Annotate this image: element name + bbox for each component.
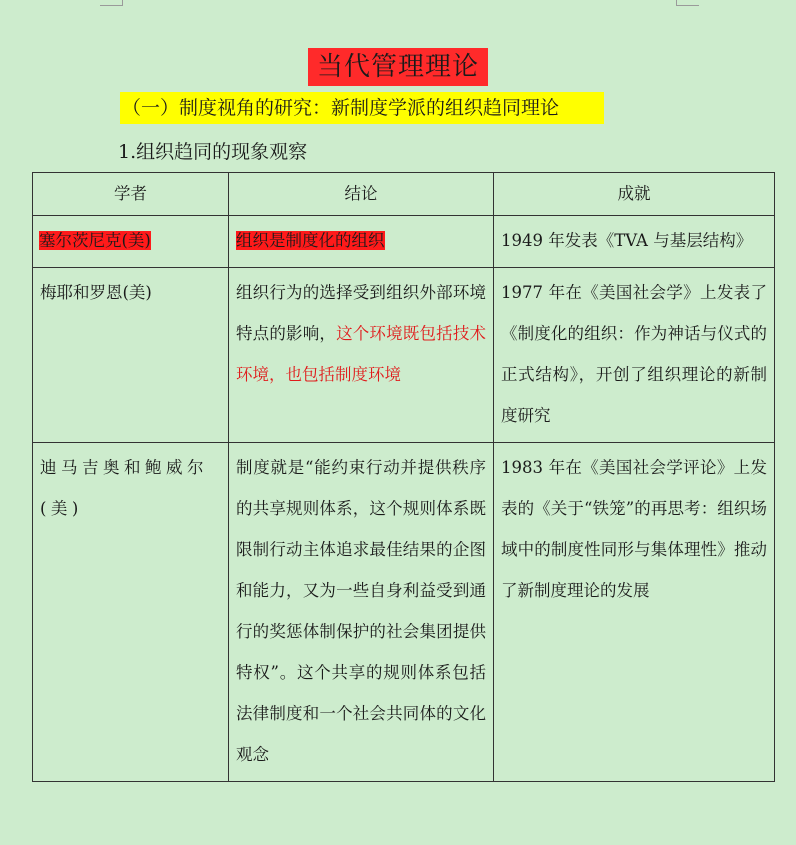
conclusion-highlight-text: 这个环境既包括技术环境，也包括制度环境 <box>236 324 487 384</box>
achievement-cell: 1983 年在《美国社会学评论》上发表的《关于“铁笼”的再思考：组织场域中的制度性同形与集体理性》推动了新制度理论的发展 <box>494 443 775 782</box>
conclusion-cell <box>229 216 494 268</box>
scholars-table <box>32 172 775 782</box>
document-subtitle: （一）制度视角的研究：新制度学派的组织趋同理论 <box>120 92 604 124</box>
table-row <box>33 268 775 443</box>
table-header-row <box>33 173 775 216</box>
achievement-cell: 1949 年发表《TVA 与基层结构》 <box>494 216 775 268</box>
header-scholar: 学者 <box>33 173 229 216</box>
section-heading: 1.组织趋同的现象观察 <box>118 141 308 163</box>
table-row <box>33 216 775 268</box>
header-achievement: 成就 <box>494 173 775 216</box>
document-title: 当代管理理论 <box>308 48 488 86</box>
scholar-cell <box>33 216 229 268</box>
conclusion-cell <box>229 268 494 443</box>
conclusion-text: 组织行为的选择受到组织外部环境特点的影响， <box>236 283 486 343</box>
scholar-name: 塞尔茨尼克(美) <box>39 231 151 250</box>
header-conclusion: 结论 <box>229 173 494 216</box>
scholar-cell: 迪马吉奥和鲍威尔(美) <box>33 443 229 782</box>
table-row <box>33 443 775 782</box>
page-corner-mark-left <box>100 0 123 6</box>
scholar-cell: 梅耶和罗恩(美) <box>33 268 229 443</box>
conclusion-text: 组织是制度化的组织 <box>236 231 385 250</box>
page-corner-mark-right <box>676 0 699 6</box>
achievement-cell: 1977 年在《美国社会学》上发表了《制度化的组织：作为神话与仪式的正式结构》，开创了组织理论的新制度研究 <box>494 268 775 443</box>
conclusion-cell: 制度就是“能约束行动并提供秩序的共享规则体系，这个规则体系既限制行动主体追求最佳结果的企图和能力，又为一些自身利益受到通行的奖惩体制保护的社会集团提供特权”。这个共享的规则体系包括法律制度和一个社会共同体的文化观念 <box>229 443 494 782</box>
